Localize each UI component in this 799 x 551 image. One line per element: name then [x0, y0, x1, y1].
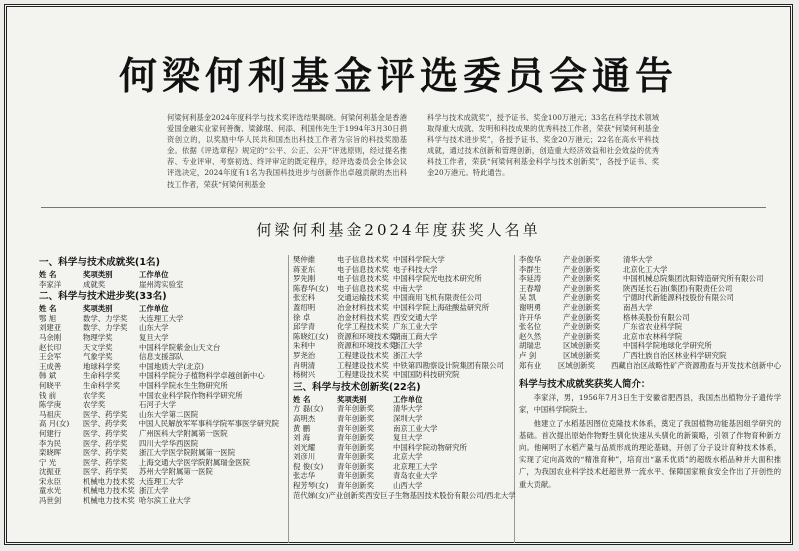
work-unit: 中国商用飞机有限责任公司 [393, 293, 482, 303]
winner-name: 王成善 [39, 361, 62, 371]
work-unit: 中国机械总院集团沈阳铸造研究所有限公司 [623, 274, 764, 284]
award-type: 交通运输技术奖 [337, 293, 389, 303]
work-unit: 中国科学院上海硅酸盐研究所 [393, 302, 490, 312]
work-unit: 西安交通大学 [393, 312, 438, 322]
work-unit: 中国科学院水生生物研究所 [139, 380, 228, 390]
winner-name: 刘建亚 [39, 323, 62, 333]
award-type: 产业创新奖 [563, 312, 600, 322]
award-type: 冶金材料技术奖 [337, 302, 389, 312]
award-type: 电子信息技术奖 [337, 283, 389, 293]
award-type: 医学、药学奖 [83, 428, 128, 438]
winner-name: 胡瑞忠 [519, 341, 542, 351]
award-type: 区域创新奖 [557, 360, 595, 370]
table-row [39, 381, 279, 391]
table-row [293, 462, 513, 472]
work-unit: 中铁第四勘察设计院集团有限公司 [393, 360, 504, 370]
header-type: 奖项类别 [83, 304, 113, 314]
work-unit: 山东大学 [139, 323, 169, 333]
table-header [39, 304, 279, 314]
winner-name: 沈振亚 [39, 467, 62, 477]
work-unit: 清华大学 [393, 404, 423, 414]
work-unit: 山东大学第二医院 [139, 409, 199, 419]
award-type: 区域创新奖 [563, 350, 600, 360]
table-header [293, 395, 513, 405]
work-unit: 中国科学院分子植物科学卓越创新中心 [139, 371, 265, 381]
work-unit: 深圳大学 [393, 413, 423, 423]
winner-name: 杨树兴 [293, 370, 316, 380]
table-row [293, 293, 513, 303]
table-row [293, 490, 516, 501]
table-row [519, 303, 781, 313]
table-row [39, 371, 279, 381]
winner-name: 李为民 [39, 438, 62, 448]
column-3 [519, 255, 781, 491]
table-row [39, 429, 279, 439]
winner-name: 邱学青 [293, 322, 316, 332]
table-row [293, 404, 513, 414]
work-unit: 中国农业科学院作物科学研究所 [139, 390, 243, 400]
award-type: 冶金材料技术奖 [337, 312, 389, 322]
table-row [39, 323, 279, 333]
award-type: 农学奖 [83, 390, 106, 400]
winner-name: 蒋亚东 [293, 264, 316, 274]
table-row [293, 370, 513, 380]
winner-name: 张宏科 [293, 293, 316, 303]
work-unit: 北京市农林科学院 [623, 331, 683, 341]
header-org: 工作单位 [393, 394, 423, 404]
award-type: 机械电力技术奖 [83, 476, 135, 486]
table-row [39, 410, 279, 420]
award-type: 农学奖 [83, 400, 106, 410]
work-unit: 南昌大学 [623, 302, 653, 312]
award-type: 地球科学奖 [83, 361, 120, 371]
table-row [293, 443, 513, 453]
award-type: 青年创新奖 [337, 413, 374, 423]
award-type: 医学、药学奖 [83, 457, 128, 467]
award-type: 产业创新奖 [563, 331, 600, 341]
work-unit: 中南大学 [393, 283, 423, 293]
work-unit: 石河子大学 [139, 400, 176, 410]
table-row [293, 265, 513, 275]
table-row [293, 322, 513, 332]
winner-name: 李家洋 [39, 279, 62, 289]
table-row [519, 313, 781, 323]
winner-name: 肖明清 [293, 360, 316, 370]
work-unit: 西藏自治区战略性矿产资源勘查与开发技术创新中心 [611, 360, 781, 370]
award-type: 物理学奖 [83, 332, 113, 342]
winner-name: 宁 光 [39, 457, 57, 467]
award-type: 产业创新奖 [563, 302, 600, 312]
award-type: 资源和环境技术奖 [337, 331, 397, 341]
table-row [519, 361, 781, 371]
award-type: 青年创新奖 [337, 404, 374, 414]
winner-name: 范代娣(女) [293, 490, 329, 500]
award-type: 产业创新奖 [563, 274, 600, 284]
award-type: 医学、药学奖 [83, 438, 128, 448]
winner-name: 陈晓红(女) [293, 331, 329, 341]
table-row [39, 362, 279, 372]
table-row [39, 496, 279, 506]
page-title: 何梁何利基金评选委员会通告 [118, 54, 678, 98]
table-row [519, 284, 781, 294]
award-type: 医学、药学奖 [82, 419, 128, 429]
table-row [39, 419, 279, 429]
winner-name: 许开华 [519, 312, 542, 322]
winner-name: 黄 鹏 [293, 423, 311, 433]
table-row [293, 284, 513, 294]
column-1 [39, 255, 279, 506]
table-row [519, 274, 781, 284]
work-unit: 中国科学院大学 [393, 255, 445, 264]
winner-name: 鄂 旭 [39, 313, 57, 323]
award-type: 青年创新奖 [337, 461, 374, 471]
winner-name: 张志华 [293, 471, 316, 481]
table-row [293, 414, 513, 424]
winner-name: 谢明勇 [519, 302, 542, 312]
award-type: 青年创新奖 [337, 471, 374, 481]
winner-name: 高 月(女) [39, 419, 70, 429]
work-unit: 苏州大学附属第一医院 [139, 467, 213, 477]
table-row [39, 448, 279, 458]
header-name: 姓 名 [293, 394, 311, 404]
table-row [39, 333, 279, 343]
winner-name: 罗尧治 [293, 350, 316, 360]
award-type: 青年创新奖 [337, 423, 374, 433]
work-unit: 格林美股份有限公司 [623, 312, 690, 322]
work-unit: 中国科学院动物研究所 [393, 442, 467, 452]
table-row [293, 351, 513, 361]
award-type: 机械电力技术奖 [83, 496, 135, 506]
award-type: 数学、力学奖 [83, 323, 128, 333]
work-unit: 崖州湾实验室 [139, 279, 184, 289]
award-type: 产业创新奖 [563, 264, 600, 274]
winner-name: 钱 前 [39, 390, 57, 400]
work-unit: 陕西延长石油(集团)有限责任公司 [623, 283, 733, 293]
table-header [39, 270, 279, 280]
winner-name: 卢 剑 [519, 350, 537, 360]
winner-name: 马余刚 [39, 332, 62, 342]
award-type: 数学、力学奖 [83, 313, 128, 323]
header-type: 奖项类别 [83, 270, 113, 279]
work-unit: 山西大学 [393, 481, 423, 491]
award-type: 天文学奖 [83, 342, 113, 352]
table-row [293, 332, 513, 342]
winner-name: 蓋绍明 [293, 302, 316, 312]
work-unit: 中国科学院光电技术研究所 [393, 274, 482, 284]
work-unit: 电子科技大学 [393, 264, 438, 274]
winner-name: 刘光耀 [293, 442, 316, 452]
award-type: 青年创新奖 [337, 433, 374, 443]
table-row [293, 313, 513, 323]
award-type: 产业创新奖 [563, 255, 600, 264]
table-row [293, 471, 513, 481]
table-row [519, 255, 781, 265]
winner-name: 冯世剑 [39, 496, 62, 506]
table-row [519, 322, 781, 332]
winner-name: 罗先刚 [293, 274, 316, 284]
table-row [519, 265, 781, 275]
winner-name: 韩 斌 [39, 371, 57, 381]
award-type: 工程建设技术奖 [337, 370, 389, 380]
header-name: 姓 名 [39, 270, 57, 279]
work-unit: 复旦大学 [393, 433, 423, 443]
award-type: 成就奖 [83, 279, 106, 289]
bio-paragraph: 他建立了水稻基因图位克隆技术体系，奠定了我国植物功能基因组学研究的基础。首次提出原始作物野生驯化快速从头驯化的新策略，引领了作物育种新方向。他阐明了水稻产量与品质形成的理论基础，开创了分子设计育种技术体系，实现了定向高效的“精准育种”，培育出“嘉禾优质”的超级水稻品种并大面积推广，为我国农业科学技术赶超世界一流水平、保障国家粮食安全作出了开创性的重大贡献。 [519, 418, 781, 489]
award-type: 生命科学奖 [83, 371, 120, 381]
winner-name: 倪 俊(女) [293, 461, 324, 471]
winner-name: 郑有业 [519, 360, 542, 370]
award-type: 医学、药学奖 [83, 467, 128, 477]
winner-name: 刘 海 [293, 433, 311, 443]
work-unit: 北京化工大学 [623, 264, 668, 274]
table-row [293, 452, 513, 462]
section-heading-achievement: 一、科学与技术成就奖(1名) [39, 257, 160, 268]
award-type: 机械电力技术奖 [83, 486, 135, 496]
bio-heading: 科学与技术成就奖获奖人简介： [519, 379, 651, 391]
work-unit: 湖南工商大学 [393, 331, 438, 341]
award-type: 化学工程技术奖 [337, 322, 389, 332]
award-type: 医学、药学奖 [83, 409, 128, 419]
work-unit: 广东工业大学 [393, 322, 438, 332]
award-type: 产业创新奖 [328, 490, 366, 500]
winner-name: 赵久然 [519, 331, 542, 341]
winner-name: 李群生 [519, 264, 542, 274]
work-unit: 广州医科大学附属第一医院 [139, 428, 228, 438]
winner-name: 樊仲維 [293, 255, 316, 264]
winner-name: 刘彦川 [293, 452, 316, 462]
award-type: 资源和环境技术奖 [337, 341, 397, 351]
award-type: 工程建设技术奖 [337, 360, 389, 370]
table-row [293, 361, 513, 371]
work-unit: 南京工业大学 [393, 423, 438, 433]
work-unit: 四川大学华西医院 [139, 438, 199, 448]
work-unit: 青岛农业大学 [393, 471, 438, 481]
header-name: 姓 名 [39, 304, 57, 314]
work-unit: 广西壮族自治区林业科学研究院 [623, 350, 727, 360]
table-row [293, 341, 513, 351]
table-row [519, 341, 781, 351]
winner-name: 何晓平 [39, 380, 62, 390]
work-unit: 北京大学 [393, 452, 423, 462]
table-row [39, 352, 279, 362]
header-type: 奖项类别 [337, 394, 367, 404]
table-row [39, 467, 279, 477]
header-org: 工作单位 [139, 304, 169, 314]
work-unit: 中国国防科技研究院 [393, 370, 460, 380]
work-unit: 清华大学 [623, 255, 653, 264]
work-unit: 宁德时代新能源科技股份有限公司 [623, 293, 734, 303]
award-type: 青年创新奖 [337, 481, 374, 491]
table-row [39, 314, 279, 324]
work-unit: 浙江大学 [393, 341, 423, 351]
work-unit: 大连理工大学 [139, 313, 184, 323]
winner-name: 李俊华 [519, 255, 542, 264]
header-org: 工作单位 [139, 270, 169, 279]
work-unit: 浙江大学 [393, 350, 423, 360]
notice-paragraph-left: 何梁何利基金2024年度科学与技术奖评选结果揭晓。何梁何利基金是香港爱国金融实业家何善衡、梁銶琚、何添、利国伟先生于1994年3月30日捐资创立的，以奖励中华人民共和国杰出科技工作者为宗旨的科技奖励基金。依据《评选章程》规定的“公平、公正、公开”评选原则，经过提名推荐、专业评审、考察初选、终评审定的既定程序，经评选委员会全体会议评选决定，2024年度有1名为我国科技进步与创新作出卓越贡献的杰出科技工作者，荣获“何梁何利基金 [167, 113, 407, 189]
table-row [519, 293, 781, 303]
column-divider [288, 255, 289, 543]
award-type: 青年创新奖 [337, 442, 374, 452]
winner-name: 童水光 [39, 486, 62, 496]
work-unit: 复旦大学 [139, 332, 169, 342]
winner-name: 王会军 [39, 352, 62, 362]
winner-name: 朱利中 [293, 341, 316, 351]
award-type: 气象学奖 [83, 352, 113, 362]
table-row [293, 274, 513, 284]
work-unit: 信息支援部队 [139, 352, 184, 362]
winner-name: 栾晓晖 [39, 448, 62, 458]
winner-name: 李延涛 [519, 274, 542, 284]
work-unit: 广东省农业科学院 [623, 322, 683, 332]
work-unit: 浙江大学医学院附属第一医院 [139, 448, 236, 458]
notice-paragraph-right: 科学与技术成就奖”，授予证书、奖金100万港元；33名在科学技术领域取得重大成就、发明和科技成果的优秀科技工作者，荣获“何梁何利基金科学与技术进步奖”，各授予证书、奖金20万港元；22名在高水平科技成就，通过技术创新和管理创新，创造重大经济效益和社会效益的优秀科技工作者，荣获“何梁何利基金科学与技术创新奖”，各授予证书、奖金20万港元。特此通告。 [427, 113, 659, 178]
table-row [39, 486, 279, 496]
table-row [293, 255, 513, 265]
award-type: 工程建设技术奖 [337, 350, 389, 360]
work-unit: 浙江大学 [139, 486, 169, 496]
table-row [293, 424, 513, 434]
table-row [39, 343, 279, 353]
table-row [39, 391, 279, 401]
winner-name: 何建行 [39, 428, 62, 438]
award-type: 生命科学奖 [83, 380, 120, 390]
award-type: 医学、药学奖 [83, 448, 128, 458]
winner-name: 赵长印 [39, 342, 62, 352]
winner-name: 吴 凯 [519, 293, 537, 303]
winner-name: 陈春华(女) [293, 283, 329, 293]
award-type: 电子信息技术奖 [337, 255, 389, 264]
award-type: 电子信息技术奖 [337, 274, 389, 284]
winner-name: 方 磊(女) [293, 404, 324, 414]
work-unit: 北京理工大学 [393, 461, 438, 471]
table-row [293, 433, 513, 443]
table-row [293, 303, 513, 313]
table-row [39, 280, 279, 290]
work-unit: 中国地质大学(北京) [139, 361, 204, 371]
table-row [39, 477, 279, 487]
work-unit: 哈尔滨工业大学 [139, 496, 191, 506]
table-row [519, 332, 781, 342]
work-unit: 中国科学院紫金山天文台 [139, 342, 221, 352]
award-type: 青年创新奖 [337, 452, 374, 462]
award-type: 产业创新奖 [563, 293, 600, 303]
table-row [39, 439, 279, 449]
winner-name: 马祖庆 [39, 409, 62, 419]
winner-name: 陈学庚 [39, 400, 62, 410]
winner-name: 程芳琴(女) [293, 481, 329, 491]
work-unit: 上海交通大学医学院附属瑞金医院 [139, 457, 250, 467]
notice-page [4, 4, 793, 545]
column-2 [293, 255, 516, 500]
work-unit: 大连理工大学 [139, 476, 184, 486]
award-type: 电子信息技术奖 [337, 264, 389, 274]
winner-name: 宋永臣 [39, 476, 62, 486]
award-type: 产业创新奖 [563, 322, 600, 332]
winner-name: 张名位 [519, 322, 542, 332]
award-type: 产业创新奖 [563, 283, 600, 293]
winner-name: 高明杰 [293, 413, 316, 423]
work-unit: 中国科学院地球化学研究所 [623, 341, 712, 351]
section-heading-innovation: 三、科学与技术创新奖(22名) [293, 381, 421, 393]
section-heading-progress: 二、科学与技术进步奖(33名) [39, 291, 167, 303]
table-row [39, 400, 279, 410]
bio-paragraph: 李家洋，男，1956年7月3日生于安徽省肥西县，我国杰出植物分子遗传学家，中国科学院院士。 [519, 393, 781, 415]
work-unit: 中国人民解放军军事科学院军事医学研究院 [138, 419, 279, 429]
table-row [519, 351, 781, 361]
table-row [39, 458, 279, 468]
winners-list-title: 何梁何利基金2024年度获奖人名单 [256, 221, 541, 239]
award-type: 区域创新奖 [563, 341, 600, 351]
winner-name: 王春增 [519, 283, 542, 293]
winner-name: 徐 卓 [293, 312, 311, 322]
work-unit: 西安巨子生物基因技术股份有限公司/西北大学 [365, 490, 516, 500]
divider-line [41, 207, 766, 208]
table-row [293, 481, 513, 491]
